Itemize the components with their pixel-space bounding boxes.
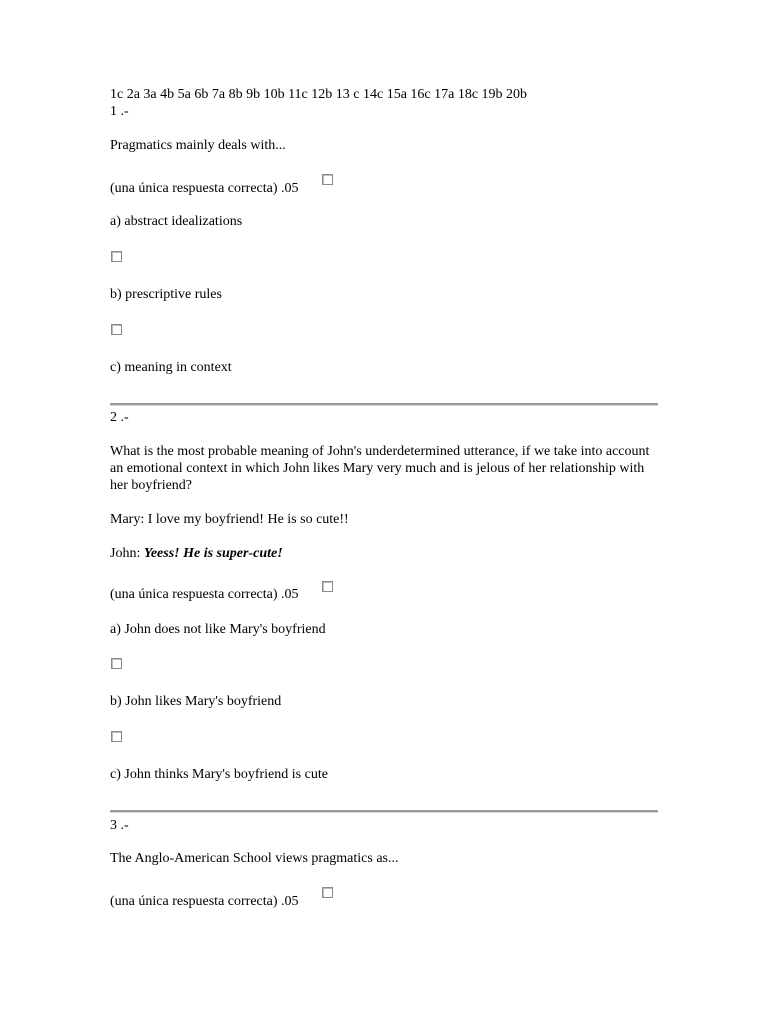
answer-key: 1c 2a 3a 4b 5a 6b 7a 8b 9b 10b 11c 12b 13 c 14c 15a 16c 17a 18c 19b 20b <box>110 87 528 102</box>
question-2-instruction-checkbox[interactable] <box>322 581 333 592</box>
question-1-option-c-checkbox[interactable] <box>111 324 122 335</box>
question-1-option-a: a) abstract idealizations <box>110 214 243 229</box>
question-3-number: 3 .- <box>110 818 129 833</box>
question-2-option-c-checkbox[interactable] <box>111 731 122 742</box>
question-3-instruction: (una única respuesta correcta) .05 <box>110 894 299 909</box>
question-1-option-b-checkbox[interactable] <box>111 251 122 262</box>
question-1-number: 1 .- <box>110 104 129 119</box>
question-1-instruction-checkbox[interactable] <box>322 174 333 185</box>
question-2-number: 2 .- <box>110 410 129 425</box>
question-1-option-c: c) meaning in context <box>110 360 232 375</box>
question-2-dialogue-mary: Mary: I love my boyfriend! He is so cute!! <box>110 512 349 527</box>
question-1-text: Pragmatics mainly deals with... <box>110 138 286 153</box>
question-1-instruction: (una única respuesta correcta) .05 <box>110 181 299 196</box>
question-divider-2 <box>110 810 658 813</box>
question-2-option-b-checkbox[interactable] <box>111 658 122 669</box>
question-divider-1 <box>110 403 658 406</box>
question-1-option-b: b) prescriptive rules <box>110 287 222 302</box>
question-2-option-c: c) John thinks Mary's boyfriend is cute <box>110 767 328 782</box>
question-3-text: The Anglo-American School views pragmatics as... <box>110 851 399 866</box>
question-2-dialogue-john <box>110 545 283 562</box>
question-2-option-a: a) John does not like Mary's boyfriend <box>110 622 326 637</box>
question-2-text: What is the most probable meaning of John's underdetermined utterance, if we take into account an emotional context in which John likes Mary very much and is jelous of her relationship with her boyfriend? <box>110 444 650 493</box>
question-2-john-speaker: John: <box>110 546 144 561</box>
question-2-john-quote: Yeess! He is super-cute! <box>143 546 283 561</box>
question-2-option-b: b) John likes Mary's boyfriend <box>110 694 282 709</box>
question-3-instruction-checkbox[interactable] <box>322 887 333 898</box>
question-2-instruction: (una única respuesta correcta) .05 <box>110 587 299 602</box>
